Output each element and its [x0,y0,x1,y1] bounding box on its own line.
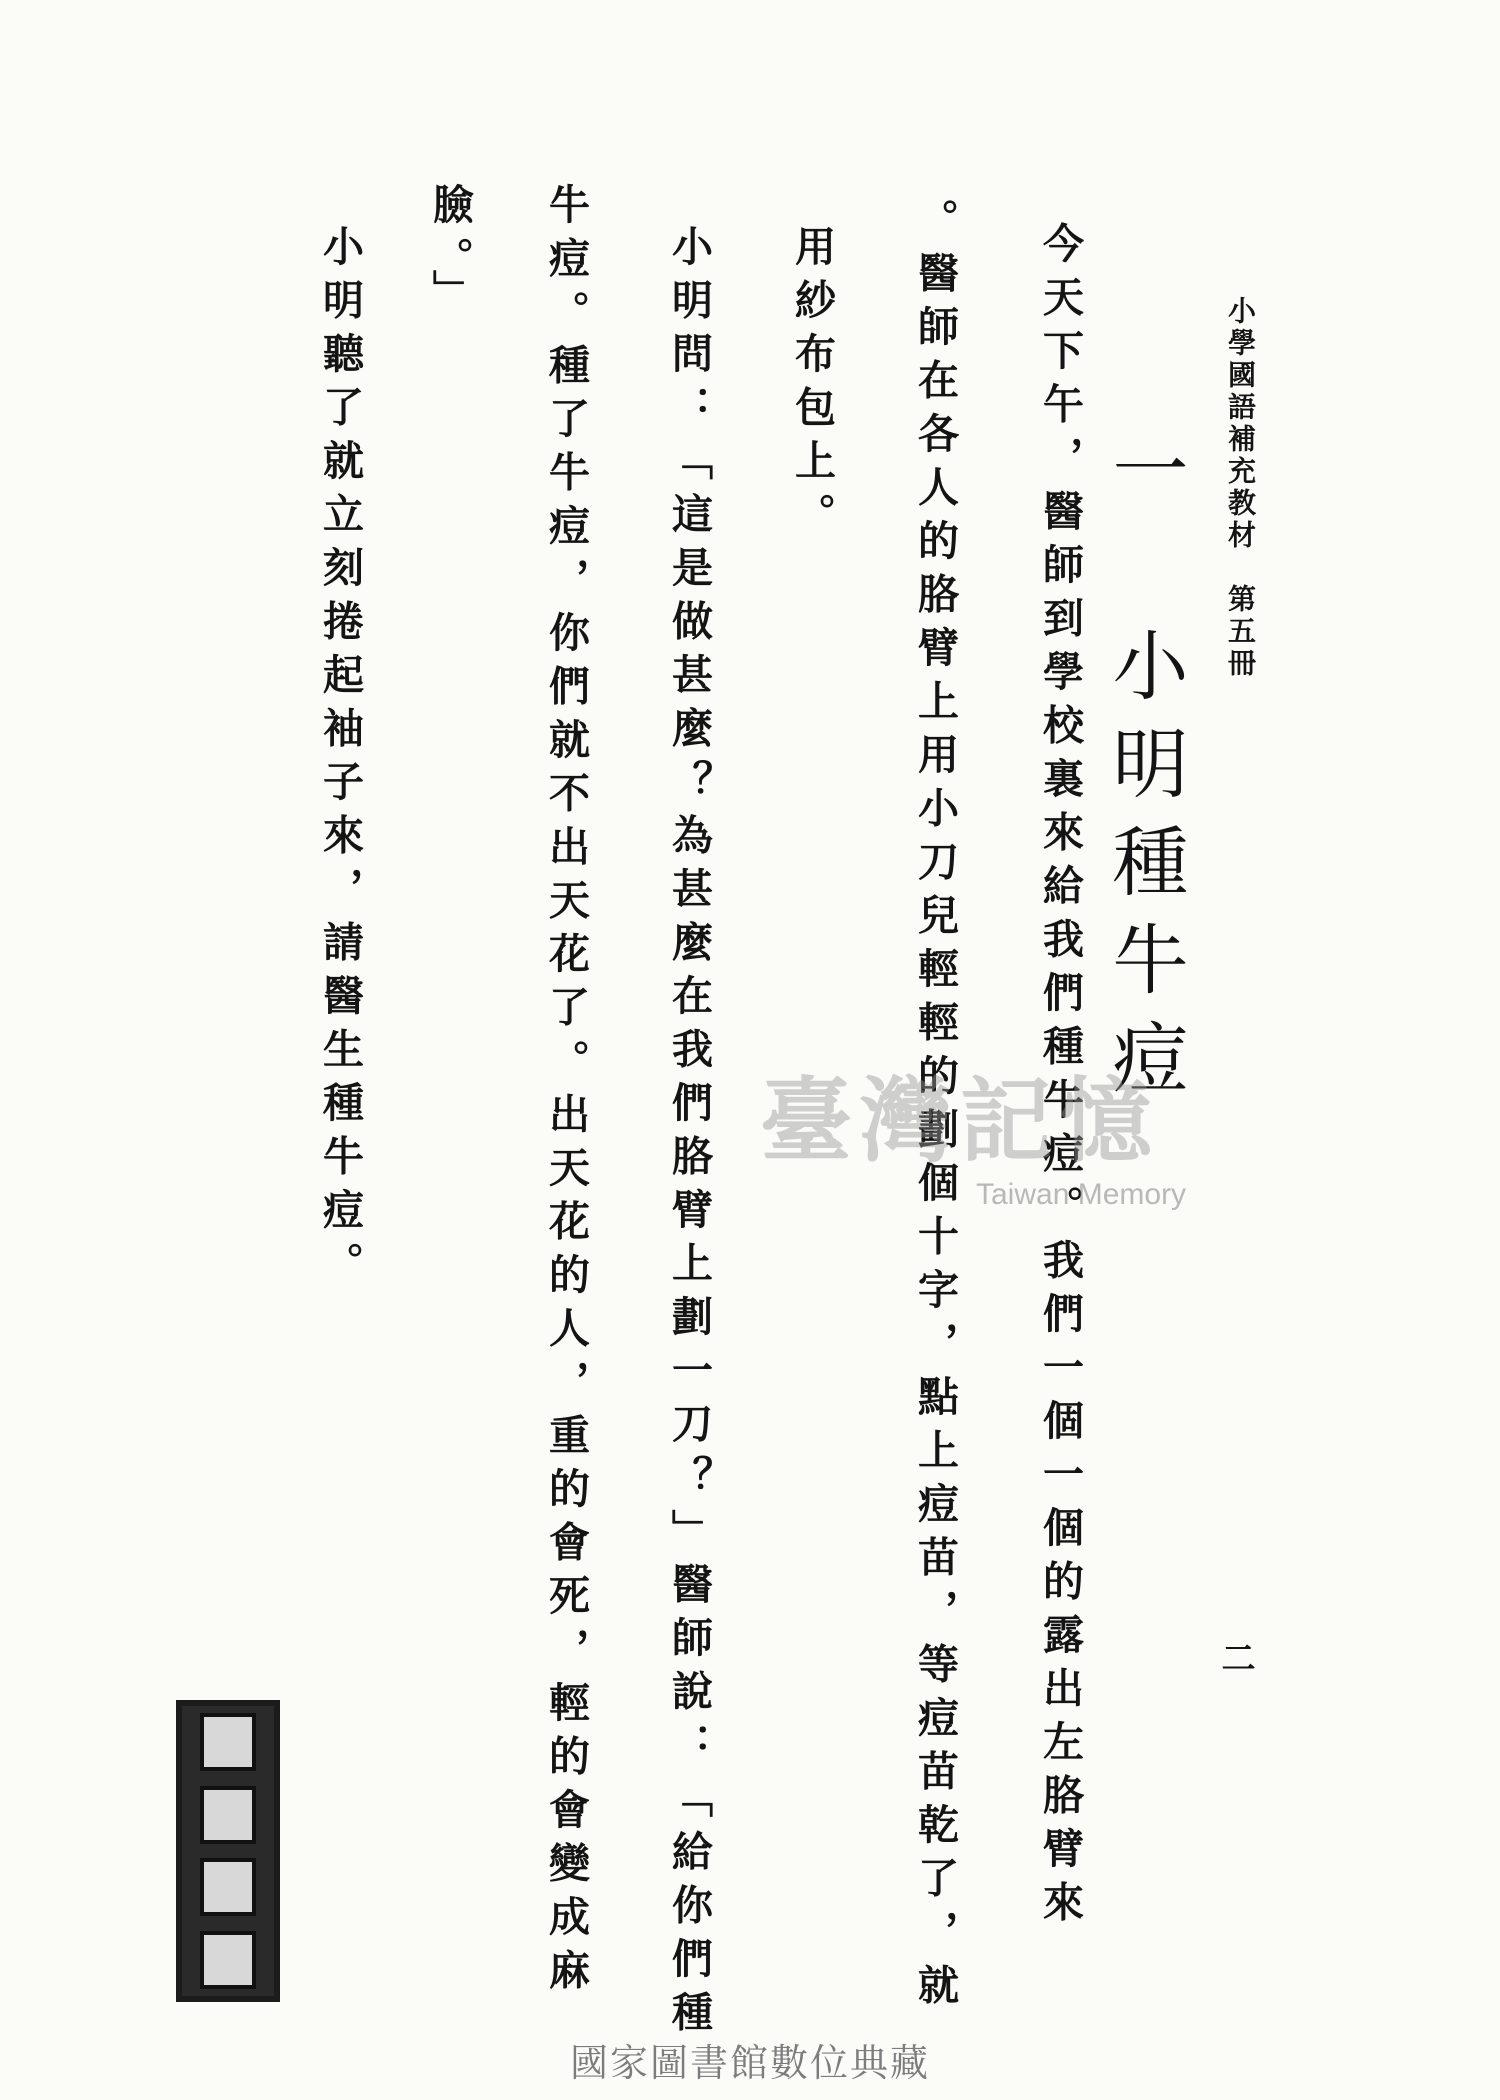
seal-block [200,1931,256,1989]
book-title: 小學國語補充教材 第五冊 [1224,296,1257,680]
text-column-6: 臉。」 [426,183,474,323]
seal-block [200,1786,256,1844]
footer-source: 國家圖書館數位典藏 [569,2041,930,2085]
text-column-5: 牛痘。種了牛痘，你們就不出天花了。出天花的人，重的會死，輕的會變成麻 [542,183,590,2002]
text-column-3: 用紗布包上。 [788,225,836,546]
seal-block [200,1713,256,1771]
taiwan-memory-watermark: 臺灣記憶 [760,1067,1161,1175]
text-column-2: 。醫師在各人的胳臂上用小刀兒輕輕的劃個十字，點上痘苗，等痘苗乾了，就 [911,198,959,2017]
seal-block [200,1858,256,1916]
text-column-4: 小明問：「這是做甚麼？為甚麼在我們胳臂上劃一刀？」醫師說：「給你們種 [665,225,713,2044]
lesson-title: 一 小明種牛痘 [1100,430,1189,1116]
taiwan-memory-watermark-subtext: Taiwan Memory [976,1178,1187,1211]
text-column-1: 今天下午，醫師到學校裏來給我們種牛痘。我們一個一個的露出左胳臂來 [1036,222,1084,1934]
library-seal-stamp [176,1700,280,2002]
page-number: 二 [1215,1640,1255,1674]
text-column-7: 小明聽了就立刻捲起袖子來，請醫生種牛痘。 [316,225,364,1295]
